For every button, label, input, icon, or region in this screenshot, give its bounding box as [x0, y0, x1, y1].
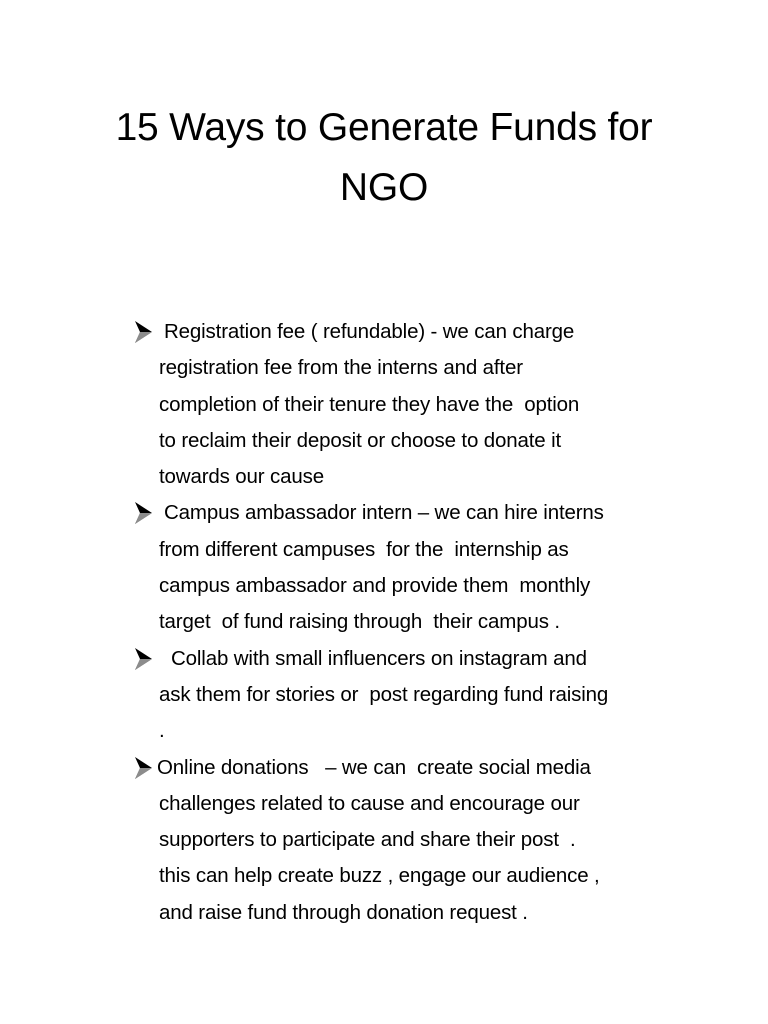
list-item-line: from different campuses for the internship as: [159, 537, 569, 561]
list-item-line: and raise fund through donation request .: [159, 900, 528, 924]
list-item-line: campus ambassador and provide them monthly: [159, 574, 591, 598]
list-item-line: target of fund raising through their campus .: [159, 610, 560, 634]
list-item-line: ask them for stories or post regarding fund raising: [159, 682, 609, 706]
list-item-line: .: [159, 719, 165, 743]
list-item-line: Campus ambassador intern – we can hire interns: [164, 501, 604, 525]
list-item-line: towards our cause: [159, 465, 324, 489]
list-item-line: completion of their tenure they have the option: [159, 392, 580, 416]
list-item: [132, 641, 692, 750]
arrowhead-bullet-icon: [134, 320, 154, 344]
list-item: [132, 495, 692, 640]
arrowhead-bullet-icon: [134, 647, 154, 671]
list-item-line: challenges related to cause and encourage our: [159, 791, 580, 815]
list-item-line: registration fee from the interns and after: [159, 356, 523, 380]
title-line: 15 Ways to Generate Funds for: [115, 106, 653, 149]
list-item-line: supporters to participate and share their post .: [159, 828, 576, 852]
list-item-line: this can help create buzz , engage our audience ,: [159, 864, 600, 888]
title-line: NGO: [339, 166, 429, 209]
list-item: [132, 750, 692, 931]
list-item-line: Collab with small influencers on instagram and: [171, 646, 587, 670]
arrowhead-bullet-icon: [134, 756, 154, 780]
arrowhead-bullet-icon: [134, 501, 154, 525]
bullet-list: [132, 314, 692, 931]
page-title: [60, 98, 708, 218]
list-item-line: Online donations – we can create social media: [157, 755, 591, 779]
list-item-line: Registration fee ( refundable) - we can charge: [164, 320, 575, 343]
list-item: [132, 314, 692, 495]
list-item-line: to reclaim their deposit or choose to donate it: [159, 428, 562, 452]
